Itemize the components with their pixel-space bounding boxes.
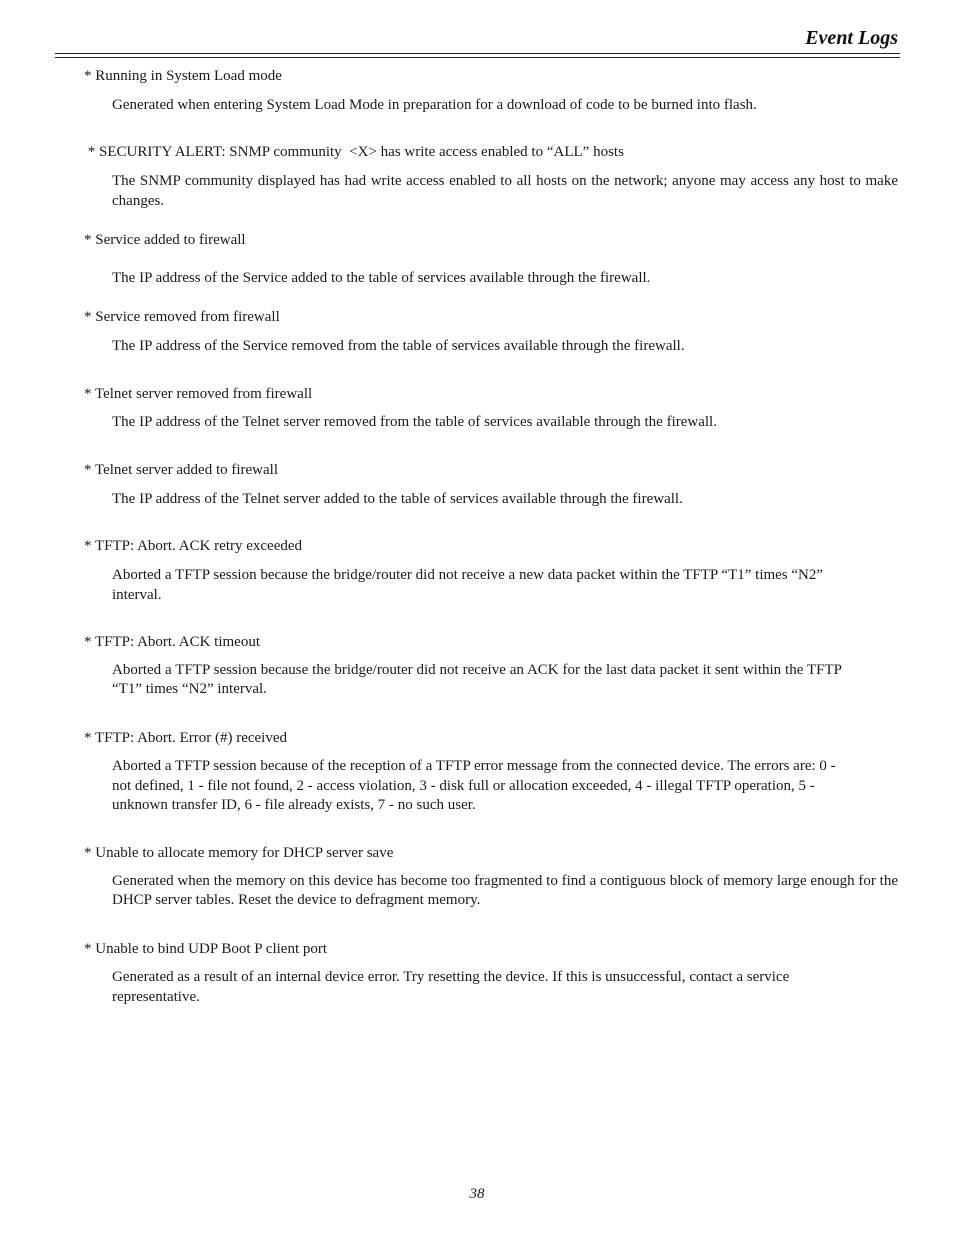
event-description-running-system-load: Generated when entering System Load Mode in preparation for a download of code to be burned into flash.: [112, 97, 757, 113]
event-description-dhcp-memory: Generated when the memory on this device has become too fragmented to find a contiguous block of memory large enough for the DHCP server tables. Reset the device to defragment memory.: [112, 873, 898, 908]
event-title-tftp-ack-retry: * TFTP: Abort. ACK retry exceeded: [84, 538, 303, 554]
event-title-security-alert-snmp: * SECURITY ALERT: SNMP community <X> has write access enabled to “ALL” hosts: [84, 144, 624, 160]
event-description-udp-bootp-port: Generated as a result of an internal device error. Try resetting the device. If this is unsuccessful, contact a service representative.: [112, 969, 790, 1005]
event-description-telnet-removed: The IP address of the Telnet server removed from the table of services available through the firewall.: [112, 414, 717, 430]
event-title-dhcp-memory: * Unable to allocate memory for DHCP server save: [84, 845, 394, 861]
event-description-tftp-error-received: Aborted a TFTP session because of the reception of a TFTP error message from the connected device. The errors are: 0 - not defined, 1 - file not found, 2 - access violation, 3 - disk full or allocation exceeded, 4 - illegal TFTP operation, 5 - unknown transfer ID, 6 - file already exists, 7 - no such user.: [112, 758, 836, 813]
event-description-service-added: The IP address of the Service added to the table of services available through the firewall.: [112, 270, 651, 286]
event-title-telnet-added: * Telnet server added to firewall: [84, 462, 279, 478]
event-description-tftp-ack-timeout: Aborted a TFTP session because the bridge/router did not receive an ACK for the last data packet it sent within the TFTP “T1” times “N2” interval.: [112, 662, 842, 697]
event-title-udp-bootp-port: * Unable to bind UDP Boot P client port: [84, 941, 328, 957]
page-number: 38: [469, 1186, 485, 1202]
event-description-tftp-ack-retry: Aborted a TFTP session because the bridge/router did not receive a new data packet within the TFTP “T1” times “N2” interval.: [112, 567, 824, 603]
header-rule: [55, 53, 900, 54]
event-title-telnet-removed: * Telnet server removed from firewall: [84, 386, 313, 402]
page-header-title: Event Logs: [805, 27, 898, 49]
header-rule-secondary: [55, 57, 900, 58]
event-description-service-removed: The IP address of the Service removed from the table of services available through the firewall.: [112, 338, 685, 354]
event-description-telnet-added: The IP address of the Telnet server added to the table of services available through the firewall.: [112, 491, 683, 507]
event-title-tftp-ack-timeout: * TFTP: Abort. ACK timeout: [84, 634, 260, 650]
event-title-service-added: * Service added to firewall: [84, 232, 246, 248]
event-title-service-removed: * Service removed from firewall: [84, 309, 280, 325]
event-title-running-system-load: * Running in System Load mode: [84, 68, 282, 84]
event-description-security-alert-snmp: The SNMP community displayed has had write access enabled to all hosts on the network; anyone may access any host to make changes.: [112, 173, 898, 209]
event-title-tftp-error-received: * TFTP: Abort. Error (#) received: [84, 730, 288, 746]
